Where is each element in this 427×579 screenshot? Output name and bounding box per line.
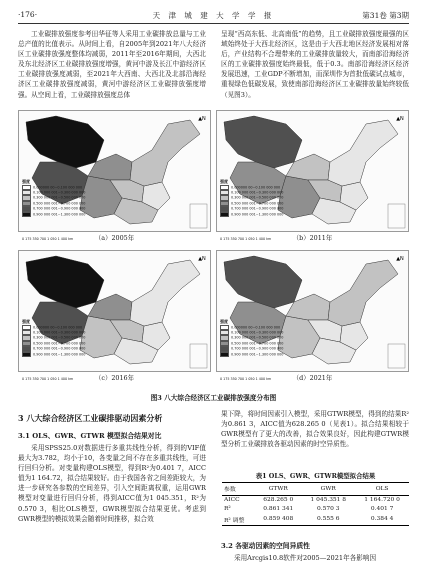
legend-item — [22, 346, 85, 351]
legend-item — [220, 195, 283, 200]
header-rule — [18, 23, 409, 24]
legend-title: 强度 — [220, 319, 228, 324]
legend-item — [22, 335, 85, 340]
legend-item — [220, 212, 283, 217]
economic-region — [26, 256, 104, 308]
legend-swatch — [220, 212, 229, 217]
legend-item — [220, 206, 283, 211]
section-heading: 3 八大综合经济区工业碳排驱动因素分析 — [18, 413, 163, 423]
legend-swatch — [220, 352, 229, 357]
economic-region — [224, 256, 302, 308]
legend-label: 0.300 000 001~0.500 000 000 — [33, 336, 86, 341]
paragraph-cont: 果下降，将时间因素引入模型，采用GTWR模型，得到的结果R²为0.861 3，AICC值为628.265 0（见表1）。拟合结果相较于GWR模型有了更大的改善，拟合效果良好，因此构建GTWR模型分析工业碳排放各驱动因素的时空异质性。 — [221, 410, 409, 449]
map-legend — [220, 320, 283, 357]
table-cell: 1 164.720 0 — [364, 497, 400, 504]
table-cell: 0.570 3 — [317, 505, 340, 512]
legend-label: 0.000000 00~0.100 000 000 — [231, 325, 281, 330]
legend-label: 0.000000 00~0.100 000 000 — [33, 185, 83, 190]
legend-label: 0.300 000 001~0.500 000 000 — [33, 196, 86, 201]
table-header-cell: OLS — [355, 483, 409, 496]
legend-item — [22, 212, 85, 217]
legend-item — [22, 352, 85, 357]
subsection-3-2-body — [221, 553, 409, 573]
south-china-sea-inset — [388, 344, 405, 368]
scale-bar: 0 175 350 700 1 050 1 400 km — [220, 237, 272, 241]
legend-label: 0.300 000 001~0.500 000 000 — [231, 196, 284, 201]
economic-region — [328, 260, 398, 326]
legend-item — [22, 195, 85, 200]
map-caption: （d）2021年 — [292, 374, 333, 382]
table-caption: 表1 OLS、GWR、GTWR模型拟合结果 — [255, 472, 376, 480]
table-cell: 1 045.351 8 — [310, 497, 347, 504]
legend-title: 强度 — [22, 179, 30, 184]
map-panel — [18, 250, 211, 384]
legend-label: 0.900 000 001~1.300 000 000 — [33, 352, 86, 357]
legend-label: 0.100 000 001~0.300 000 000 — [33, 330, 86, 335]
map-panel — [18, 110, 211, 244]
south-china-sea-inset — [388, 204, 405, 228]
legend-label: 0.000000 00~0.100 000 000 — [231, 185, 281, 190]
north-arrow-icon: ▲N — [396, 256, 404, 262]
legend-label: 0.500 000 001~0.700 000 000 — [33, 201, 86, 206]
table-header-cell: 参数 — [222, 483, 255, 496]
table-row — [222, 505, 409, 514]
legend-label: 0.700 000 001~0.900 000 000 — [33, 206, 86, 211]
intro-paragraph: 工业碳排放强度参考田华征等人采用工业碳排放总量与工业总产值的比值表示。从时间上看，自2005年到2021年八大经济区工业碳排放强度整体均减弱，2011年至2016年期间，大西北及东北经济区工业碳排放强度增强，黄河中游及长江中游经济区工业碳排放强度减弱，至2021年大西南、大西北及北部沿海经济区工业碳排放强度减弱，黄河中游经济区工业碳排放强度增强。从空间上看，工业碳排放强度总体 — [18, 30, 206, 99]
paragraph: 采用SPSS25.0对数据进行多重共线性分析，得到的VIF值最大为3.782，均小于10，各变量之间不存在多重共线性，可进行回归分析。对变量构建OLS模型，得到R²为0.401 7，AICC值为1 164.72，拟合结果较好。由于我国各省之间差距较大，为进一步研究各参数的空间差异，引入空间距离权重，运用GWR模型对变量进行回归分析，得到AICC值为1 045.351，R²为0.570 3，相比OLS模型，GWR模型拟合结果更优。考虑到GWR模型的模拟效果会随着时间推移，拟合效 — [18, 444, 206, 523]
legend-label: 0.000000 00~0.100 000 000 — [33, 325, 83, 330]
legend-label: 0.300 000 001~0.500 000 000 — [231, 336, 284, 341]
table-header-row — [222, 483, 409, 496]
legend-label: 0.900 000 001~1.300 000 000 — [231, 212, 284, 217]
scale-bar: 0 175 350 700 1 050 1 400 km — [22, 377, 74, 381]
table-cell: 628.265 0 — [263, 497, 294, 504]
map-panel — [216, 110, 409, 244]
north-arrow-icon: ▲N — [198, 116, 206, 122]
economic-region — [130, 260, 200, 326]
subsection-heading: 3.1 OLS、GWR、GTWR 模型拟合结果对比 — [18, 432, 162, 440]
table-cell: 0.555 6 — [301, 513, 355, 525]
table-cell: 0.861 341 — [263, 505, 294, 512]
map-caption: （a）2005年 — [94, 234, 135, 242]
economic-region — [26, 116, 104, 168]
scale-bar: 0 175 350 700 1 050 1 400 km — [22, 237, 74, 241]
legend-label: 0.700 000 001~0.900 000 000 — [231, 346, 284, 351]
map-legend — [220, 180, 283, 217]
legend-swatch — [22, 212, 31, 217]
subsection-3-1-body — [18, 443, 206, 573]
legend-label: 0.700 000 001~0.900 000 000 — [231, 206, 284, 211]
legend-label: 0.500 000 001~0.700 000 000 — [33, 341, 86, 346]
table-cell: R² 调整 — [222, 513, 255, 525]
running-header — [18, 10, 409, 22]
economic-region — [328, 120, 398, 186]
legend-swatch — [22, 352, 31, 357]
legend-label: 0.100 000 001~0.300 000 000 — [231, 190, 284, 195]
south-china-sea-inset — [190, 344, 207, 368]
table-cell: 0.384 4 — [355, 513, 409, 525]
table-row — [222, 495, 409, 504]
left-column-intro — [18, 29, 206, 107]
page-number: ·176· — [18, 10, 38, 19]
north-arrow-icon: ▲N — [396, 116, 404, 122]
map-legend — [22, 180, 85, 217]
table-cell: R² — [224, 505, 231, 512]
legend-label: 0.500 000 001~0.700 000 000 — [231, 201, 284, 206]
table-header-cell: GWR — [301, 483, 355, 496]
figure-3-maps — [18, 110, 409, 388]
right-column-intro — [221, 29, 409, 107]
legend-title: 强度 — [220, 179, 228, 184]
legend-label: 0.900 000 001~1.300 000 000 — [33, 212, 86, 217]
north-arrow-icon: ▲N — [198, 256, 206, 262]
paragraph: 采用Arcgis10.8软件对2005—2021年各影响因 — [234, 554, 377, 562]
map-caption: （b）2011年 — [292, 234, 333, 242]
table-cell: AICC — [224, 497, 240, 504]
south-china-sea-inset — [190, 204, 207, 228]
legend-label: 0.500 000 001~0.700 000 000 — [231, 341, 284, 346]
map-panel — [216, 250, 409, 384]
legend-label: 0.100 000 001~0.300 000 000 — [33, 190, 86, 195]
intro-paragraph-cont: 呈现“西高东低、北高南低”的趋势，且工业碳排放强度最强的区域始终处于大西北经济区，这是由于大西北地区经济发展相对落后，产业结构不合理带来的工业碳排放量较大，而南部沿海经济区的工业碳排放强度始终最低，低于0.3。南部沿海经济区经济发展迅速，工业GDP不断增加，而深圳作为首批低碳试点城市，重视绿色低碳发展，致使南部沿海经济区工业碳排放量始终较低（见图3）。 — [221, 30, 409, 99]
legend-title: 强度 — [22, 319, 30, 324]
table-header-cell: GTWR — [255, 483, 301, 496]
figure-caption: 图3 八大综合经济区工业碳排放强度分布图 — [150, 394, 277, 402]
legend-label: 0.700 000 001~0.900 000 000 — [33, 346, 86, 351]
legend-label: 0.100 000 001~0.300 000 000 — [231, 330, 284, 335]
legend-item — [22, 206, 85, 211]
table-cell: 0.401 7 — [370, 505, 394, 512]
map-legend — [22, 320, 85, 357]
legend-item — [220, 335, 283, 340]
legend-item — [220, 346, 283, 351]
map-caption: （c）2016年 — [94, 374, 134, 382]
legend-label: 0.900 000 001~1.300 000 000 — [231, 352, 284, 357]
economic-region — [224, 116, 302, 168]
table-row — [222, 513, 409, 525]
scale-bar: 0 175 350 700 1 050 1 400 km — [220, 377, 272, 381]
model-fit-table — [222, 482, 409, 526]
volume-issue: 第31卷 第3期 — [362, 11, 409, 20]
journal-title: 天 津 城 建 大 学 学 报 — [152, 11, 275, 20]
right-column-body — [221, 409, 409, 469]
economic-region — [130, 120, 200, 186]
subsection-heading: 3.2 各驱动因素的空间异质性 — [221, 542, 310, 550]
table-cell: 0.859 408 — [255, 513, 301, 525]
legend-item — [220, 352, 283, 357]
